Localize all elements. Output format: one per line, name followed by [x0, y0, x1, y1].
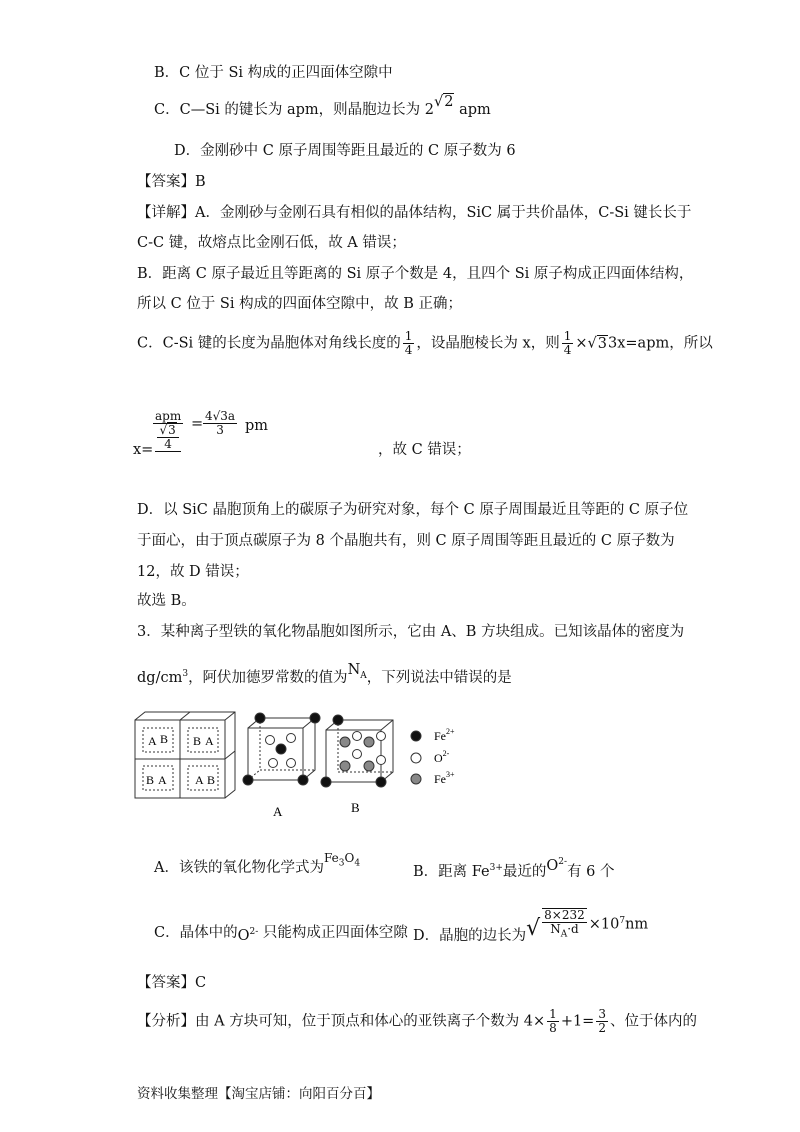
- ana-end: 、位于体内的: [609, 1013, 697, 1030]
- frac-num: 1: [404, 329, 413, 343]
- apm-num: apm: [155, 409, 182, 423]
- exp5-text-d: 3x=apm，所以: [608, 335, 713, 352]
- ana-mid: +1=: [560, 1013, 595, 1030]
- frac-den: 4: [563, 343, 572, 357]
- frac-num: 3: [598, 1007, 606, 1021]
- x-equals: x=: [133, 442, 154, 458]
- root3-den: 4: [164, 437, 172, 451]
- o-charge: 2-: [558, 857, 568, 867]
- apm-over-root3-over-4: [153, 410, 183, 452]
- frac-den: 4: [404, 343, 413, 357]
- na-symbol: N: [347, 661, 361, 678]
- legend-fe3: $Fe^{3+}$: [434, 770, 455, 786]
- stem2-mid: ，阿伏加德罗常数的值为: [188, 669, 348, 686]
- q2-explain-line4: 所以 C 位于 Si 构成的四面体空隙中，故 B 正确；: [137, 296, 462, 312]
- q2-choose: 故选 B。: [137, 593, 196, 609]
- optd-text: D．晶胞的边长为: [413, 927, 527, 944]
- fraction-1-8: [547, 1008, 559, 1035]
- frac-num: 1: [563, 329, 572, 343]
- na-sub: A: [360, 670, 367, 681]
- q2-optc-text: C．C—Si 的键长为 apm，则晶胞边长为 2: [154, 102, 434, 118]
- optb-text: B．距离 Fe: [413, 863, 490, 880]
- q3-option-a: [154, 851, 361, 883]
- nm: nm: [625, 916, 649, 933]
- q3-stem-line2: [137, 661, 512, 694]
- unit-exp: 3: [182, 669, 189, 679]
- sqrt-2: √2: [434, 94, 454, 110]
- grid-label: B: [207, 773, 216, 787]
- fe3-charge: 3+: [489, 863, 503, 873]
- q3-option-d: D．晶胞的边长为√ $\frac{8\times 232}{N_A\cdot d}$ $\times 10^7nm$: [413, 908, 649, 944]
- figure-label-a: A: [273, 804, 283, 819]
- sqrt-2-value: 2: [444, 94, 454, 110]
- q2-explain-d3: 12，故 D 错误；: [137, 564, 249, 580]
- o: O: [546, 857, 559, 874]
- stem2-end: ，下列说法中错误的是: [366, 669, 512, 686]
- frac-num: 1: [549, 1007, 557, 1021]
- o-charge: 2-: [249, 927, 259, 937]
- q2-explain-line2: C-C 键，故熔点比金刚石低，故 A 错误；: [137, 235, 406, 251]
- exp-7: 7: [619, 915, 626, 926]
- o: O: [344, 851, 355, 865]
- q3-option-c: [154, 919, 408, 943]
- grid-label: B: [160, 732, 169, 746]
- grid-label: A: [148, 734, 157, 748]
- o: O: [237, 927, 250, 944]
- crystal-figure: [133, 708, 513, 823]
- rhs-num: 4√3a: [205, 409, 236, 423]
- q2-option-c: [154, 94, 491, 120]
- frac-den: 8: [549, 1021, 557, 1035]
- d: ·d: [567, 922, 579, 936]
- times-sign: ×: [575, 335, 588, 352]
- q2-explain-line5: C．C-Si 键的长度为晶胞体对角线长度的 $\frac{1}{4}$ ，设晶胞棱长为 x，则 $\frac{1}{4}$ ×√33x=apm，所以: [137, 329, 713, 357]
- grid-label: A: [195, 773, 204, 787]
- optb-mid: 最近的: [502, 863, 547, 880]
- exp5-text-b: ，设晶胞棱长为 x，则: [416, 335, 560, 352]
- root3-2: $\frac{√3}{4}$: [155, 424, 180, 452]
- pm-unit: pm: [245, 418, 269, 434]
- fraction-1-4-b: [562, 330, 574, 357]
- root3-num: 3: [168, 423, 176, 437]
- q3-stem-line1: 3．某种离子型铁的氧化物晶胞如图所示，它由 A、B 方块组成。已知该晶体的密度为: [137, 624, 685, 640]
- optc-text: C．晶体中的: [154, 924, 238, 941]
- grid-label: A: [158, 773, 167, 787]
- frac-den: 2: [598, 1021, 606, 1035]
- q2-explain-line1: 【详解】A．金刚砂与金刚石具有相似的晶体结构，SiC 属于共价晶体，C-Si 键长长于: [137, 205, 692, 221]
- legend-o2: $O^{2-}$: [434, 749, 450, 765]
- grid-label: B: [193, 734, 202, 748]
- ana-text: 【分析】由 A 方块可知，位于顶点和体心的亚铁离子个数为 4×: [137, 1013, 546, 1030]
- q3-answer: 【答案】C: [137, 975, 207, 991]
- q2-explain-line3: B．距离 C 原子最近且等距离的 Si 原子个数是 4，且四个 Si 原子构成正四面体结构，: [137, 266, 694, 282]
- grid-label: A: [205, 734, 214, 748]
- legend-fe2: $Fe^{2+}$: [434, 727, 455, 743]
- figure-label-b: B: [351, 800, 360, 815]
- fraction-1-4: [403, 330, 415, 357]
- formula-tail: ，故 C 错误；: [378, 442, 471, 458]
- times-ten: ×10: [588, 916, 620, 933]
- q3-analysis: [137, 1008, 697, 1035]
- fe-sub: 3: [338, 858, 345, 869]
- optc-end: 只能构成正四面体空隙: [262, 924, 408, 941]
- q2-explain-d1: D．以 SiC 晶胞顶角上的碳原子为研究对象，每个 C 原子周围最近且等距的 C 原子位: [137, 502, 689, 518]
- o-sub: 4: [354, 858, 361, 869]
- footer: 资料收集整理【淘宝店铺：向阳百分百】: [137, 1086, 380, 1102]
- na: N: [550, 922, 561, 936]
- density-unit: dg/cm: [137, 669, 183, 686]
- q2-option-b: B．C 位于 Si 构成的正四面体空隙中: [154, 65, 393, 81]
- legend: [411, 727, 455, 786]
- opta-text: A．该铁的氧化物化学式为: [154, 860, 324, 876]
- q2-option-d: D．金刚砂中 C 原子周围等距且最近的 C 原子数为 6: [174, 143, 516, 159]
- optb-end: 有 6 个: [567, 863, 615, 880]
- sqrt-3: 3: [597, 335, 607, 352]
- fe: Fe: [323, 851, 339, 865]
- fraction-3-2: [596, 1008, 608, 1035]
- q3-option-b: [413, 858, 615, 882]
- rhs-den: 3: [216, 423, 224, 437]
- exp5-text-a: C．C-Si 键的长度为晶胞体对角线长度的: [137, 335, 401, 352]
- grid-label: B: [146, 773, 155, 787]
- q2-answer: 【答案】B: [137, 174, 206, 190]
- q2-optc-unit: apm: [454, 102, 491, 118]
- rhs-fraction: [203, 410, 237, 437]
- q2-explain-d2: 于面心，由于顶点碳原子为 8 个晶胞共有，则 C 原子周围等距且最近的 C 原子数为: [137, 533, 675, 549]
- optd-fraction: [542, 908, 587, 941]
- optd-num: 8×232: [544, 908, 585, 922]
- na-sub: A: [560, 929, 568, 940]
